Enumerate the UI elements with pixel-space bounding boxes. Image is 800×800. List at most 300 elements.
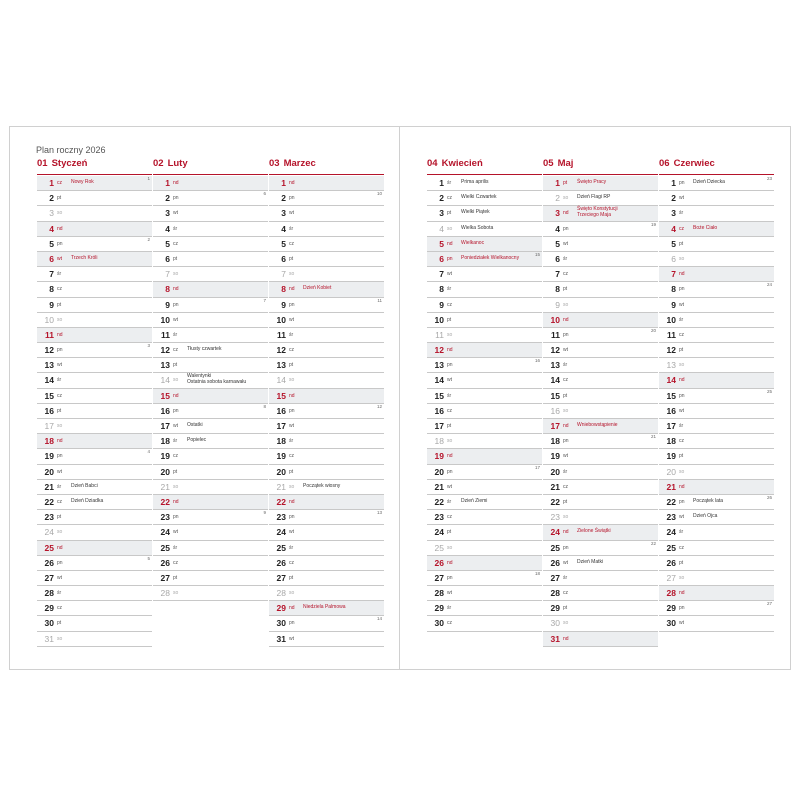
weekday-abbr: nd (447, 240, 453, 247)
day-event: Ostatki (187, 422, 203, 428)
day-row (153, 282, 268, 297)
day-row (543, 298, 658, 313)
day-number: 7 (439, 269, 444, 280)
weekday-abbr: wt (447, 483, 452, 490)
day-row (37, 373, 152, 388)
weekday-abbr: pt (679, 559, 684, 566)
day-number: 26 (434, 557, 444, 568)
weekday-abbr: so (289, 590, 295, 597)
day-row (543, 282, 658, 297)
month-header (427, 158, 542, 174)
day-number: 21 (44, 481, 54, 492)
day-number: 21 (550, 481, 560, 492)
weekday-abbr: so (563, 195, 569, 202)
day-row (427, 358, 542, 373)
day-row (427, 541, 542, 556)
day-row (153, 419, 268, 434)
day-row (153, 358, 268, 373)
weekday-abbr: nd (289, 605, 295, 612)
weekday-abbr: wt (173, 529, 178, 536)
week-number: 3 (147, 343, 150, 349)
day-row (427, 237, 542, 252)
day-number: 18 (44, 436, 54, 447)
weekday-abbr: pn (447, 574, 453, 581)
day-number: 26 (44, 557, 54, 568)
month-number: 06 (659, 158, 670, 169)
day-number: 1 (439, 178, 444, 188)
weekday-abbr: so (57, 635, 63, 642)
day-row (427, 556, 542, 571)
day-number: 18 (160, 436, 170, 447)
weekday-abbr: wt (679, 514, 684, 521)
weekday-abbr: wt (563, 453, 568, 460)
day-row (427, 449, 542, 464)
day-number: 14 (550, 375, 560, 386)
day-row (543, 616, 658, 631)
weekday-abbr: pn (289, 301, 295, 308)
day-number: 30 (434, 618, 444, 629)
day-number: 20 (434, 466, 444, 477)
day-row (543, 541, 658, 556)
weekday-abbr: cz (447, 407, 452, 414)
day-number: 27 (550, 572, 560, 583)
day-row (659, 313, 774, 328)
day-number: 1 (671, 178, 676, 188)
weekday-abbr: pt (447, 529, 452, 536)
day-row (543, 267, 658, 282)
day-number: 23 (160, 512, 170, 523)
day-row (659, 298, 774, 313)
day-event: Dzień Ojca (693, 513, 718, 520)
day-number: 26 (160, 557, 170, 568)
day-number: 17 (160, 421, 170, 431)
week-number: 4 (147, 449, 150, 455)
weekday-abbr: pn (679, 392, 685, 399)
day-row (427, 495, 542, 510)
day-row (153, 571, 268, 586)
month-header (37, 158, 152, 174)
day-number: 25 (276, 542, 286, 553)
day-number: 3 (671, 208, 676, 219)
weekday-abbr: cz (57, 498, 62, 505)
day-row (37, 404, 152, 419)
day-row (543, 495, 658, 510)
day-event: Dzień Kobiet (303, 285, 332, 292)
week-number: 27 (766, 601, 772, 607)
day-number: 2 (555, 193, 560, 204)
day-number: 27 (44, 572, 54, 583)
weekday-abbr: pt (447, 316, 452, 323)
weekday-abbr: pn (447, 255, 453, 262)
day-number: 1 (555, 178, 560, 188)
day-row (543, 632, 658, 647)
day-number: 13 (44, 360, 54, 371)
day-number: 25 (44, 542, 54, 553)
day-row (269, 601, 384, 616)
weekday-abbr: śr (173, 544, 178, 551)
weekday-abbr: nd (57, 544, 63, 551)
weekday-abbr: nd (57, 225, 63, 232)
day-number: 11 (551, 329, 560, 340)
day-row (37, 465, 152, 480)
day-number: 2 (165, 193, 170, 204)
day-row (427, 206, 542, 221)
weekday-abbr: so (447, 225, 453, 232)
weekday-abbr: pt (679, 347, 684, 354)
day-number: 9 (281, 299, 286, 310)
day-row (269, 510, 384, 525)
page-spine (399, 126, 400, 670)
weekday-abbr: nd (563, 316, 569, 323)
weekday-abbr: wt (679, 301, 684, 308)
weekday-abbr: pt (57, 514, 62, 521)
week-number: 8 (263, 403, 266, 409)
weekday-abbr: wt (289, 210, 294, 217)
day-row (659, 191, 774, 206)
weekday-abbr: nd (447, 453, 453, 460)
day-row (37, 267, 152, 282)
day-row (543, 601, 658, 616)
day-number: 1 (165, 178, 170, 188)
weekday-abbr: pt (563, 605, 568, 612)
week-number: 17 (534, 464, 540, 470)
weekday-abbr: cz (173, 347, 178, 354)
weekday-abbr: pn (173, 301, 179, 308)
day-row (37, 434, 152, 449)
day-row (543, 586, 658, 601)
day-row (269, 206, 384, 221)
weekday-abbr: nd (289, 180, 295, 186)
weekday-abbr: wt (289, 529, 294, 536)
day-number: 22 (44, 496, 54, 507)
day-row (543, 358, 658, 373)
month-number: 05 (543, 158, 554, 169)
weekday-abbr: nd (173, 180, 179, 186)
day-number: 7 (49, 269, 54, 280)
day-number: 10 (160, 314, 170, 325)
day-row (269, 525, 384, 540)
weekday-abbr: so (447, 331, 453, 338)
day-row (153, 586, 268, 601)
day-number: 28 (44, 588, 54, 599)
day-number: 4 (165, 223, 170, 234)
day-number: 23 (434, 512, 444, 523)
weekday-abbr: cz (447, 301, 452, 308)
day-row (659, 373, 774, 388)
day-row (427, 373, 542, 388)
day-number: 26 (276, 557, 286, 568)
day-row (659, 206, 774, 221)
day-row (37, 525, 152, 540)
day-row (37, 389, 152, 404)
weekday-abbr: cz (679, 225, 684, 232)
day-number: 14 (666, 375, 676, 386)
weekday-abbr: pt (563, 286, 568, 293)
day-number: 11 (45, 329, 54, 340)
day-row (659, 237, 774, 252)
day-row (659, 404, 774, 419)
weekday-abbr: pt (563, 498, 568, 505)
day-row (543, 206, 658, 221)
week-number: 26 (766, 494, 772, 500)
day-number: 28 (666, 588, 676, 599)
day-row (543, 571, 658, 586)
day-number: 21 (276, 481, 286, 492)
day-row (269, 586, 384, 601)
day-row (269, 282, 384, 297)
day-row (427, 313, 542, 328)
weekday-abbr: wt (679, 407, 684, 414)
day-row (659, 541, 774, 556)
day-row (427, 510, 542, 525)
day-number: 18 (276, 436, 286, 447)
weekday-abbr: pt (57, 195, 62, 202)
day-row (659, 525, 774, 540)
weekday-abbr: wt (289, 635, 294, 642)
day-number: 15 (666, 390, 676, 401)
weekday-abbr: pn (289, 195, 295, 202)
day-event: Nowy Rok (71, 179, 94, 185)
day-row (37, 328, 152, 343)
day-number: 18 (550, 436, 560, 447)
weekday-abbr: cz (289, 559, 294, 566)
weekday-abbr: pn (289, 514, 295, 521)
day-number: 11 (667, 329, 676, 340)
day-row (37, 586, 152, 601)
day-row (37, 358, 152, 373)
day-number: 24 (44, 527, 54, 538)
weekday-abbr: śr (447, 498, 452, 505)
day-row (659, 222, 774, 237)
day-row (659, 176, 774, 191)
weekday-abbr: pt (679, 453, 684, 460)
day-row (37, 298, 152, 313)
day-row (427, 601, 542, 616)
day-number: 30 (44, 618, 54, 629)
day-row (269, 556, 384, 571)
day-event: Prima aprilis (461, 179, 489, 185)
weekday-abbr: nd (563, 529, 569, 536)
day-number: 24 (276, 527, 286, 538)
day-number: 22 (434, 496, 444, 507)
weekday-abbr: pt (57, 301, 62, 308)
weekday-abbr: cz (57, 180, 62, 186)
weekday-abbr: śr (563, 468, 568, 475)
day-number: 24 (666, 527, 676, 538)
day-row (427, 176, 542, 191)
weekday-abbr: nd (563, 635, 569, 642)
day-number: 13 (160, 360, 170, 371)
weekday-abbr: cz (563, 271, 568, 278)
weekday-abbr: śr (679, 423, 684, 429)
day-row (427, 191, 542, 206)
day-number: 16 (550, 405, 560, 416)
day-row (427, 343, 542, 358)
day-number: 10 (434, 314, 444, 325)
weekday-abbr: śr (57, 483, 62, 490)
day-row (427, 419, 542, 434)
month-header-rule (427, 174, 542, 175)
weekday-abbr: śr (289, 544, 294, 551)
weekday-abbr: wt (289, 423, 294, 429)
month-column-january (37, 158, 152, 647)
day-number: 8 (439, 284, 444, 295)
weekday-abbr: nd (289, 286, 295, 293)
day-row (153, 267, 268, 282)
day-row (659, 252, 774, 267)
day-row (153, 449, 268, 464)
day-number: 10 (550, 314, 560, 325)
weekday-abbr: pn (173, 407, 179, 414)
month-header-rule (543, 174, 658, 175)
weekday-abbr: wt (679, 620, 684, 627)
weekday-abbr: so (173, 271, 179, 278)
weekday-abbr: nd (173, 392, 179, 399)
week-number: 19 (650, 221, 656, 227)
day-number: 16 (276, 405, 286, 416)
weekday-abbr: nd (289, 498, 295, 505)
weekday-abbr: cz (57, 605, 62, 612)
day-number: 3 (555, 208, 560, 219)
month-name: Kwiecień (441, 158, 483, 169)
day-number: 31 (44, 633, 54, 644)
weekday-abbr: cz (563, 377, 568, 384)
day-event: Popielec (187, 437, 207, 444)
day-number: 10 (666, 314, 676, 325)
day-number: 25 (160, 542, 170, 553)
day-number: 26 (550, 557, 560, 568)
day-row (543, 556, 658, 571)
weekday-abbr: wt (447, 377, 452, 384)
month-column-may (543, 158, 658, 647)
day-row (543, 404, 658, 419)
day-number: 28 (276, 588, 286, 599)
month-header-rule (269, 174, 384, 175)
day-row (153, 313, 268, 328)
weekday-abbr: śr (563, 255, 568, 262)
weekday-abbr: cz (563, 483, 568, 490)
day-number: 9 (555, 299, 560, 310)
weekday-abbr: śr (679, 529, 684, 536)
weekday-abbr: pn (57, 453, 63, 460)
day-number: 20 (550, 466, 560, 477)
day-number: 13 (550, 360, 560, 371)
weekday-abbr: cz (173, 240, 178, 247)
day-number: 3 (439, 208, 444, 219)
day-number: 9 (165, 299, 170, 310)
day-event: Zielone Świątki (577, 528, 611, 535)
day-number: 19 (666, 451, 676, 462)
day-row (37, 222, 152, 237)
weekday-abbr: pt (289, 255, 294, 262)
week-number: 14 (376, 616, 382, 622)
day-row (543, 328, 658, 343)
day-row (427, 389, 542, 404)
weekday-abbr: so (447, 438, 453, 445)
day-row (269, 541, 384, 556)
weekday-abbr: pt (447, 423, 452, 429)
day-number: 12 (550, 345, 560, 356)
day-row (269, 465, 384, 480)
day-number: 28 (550, 588, 560, 599)
day-number: 29 (434, 603, 444, 614)
weekday-abbr: wt (563, 559, 568, 566)
day-row (659, 495, 774, 510)
day-number: 8 (555, 284, 560, 295)
day-number: 5 (165, 238, 170, 249)
day-row (427, 616, 542, 631)
day-event: Początek lata (693, 497, 724, 504)
day-number: 24 (160, 527, 170, 538)
weekday-abbr: so (173, 590, 179, 597)
month-column-february (153, 158, 268, 601)
day-row (659, 601, 774, 616)
weekday-abbr: pt (173, 468, 178, 475)
day-number: 2 (49, 193, 54, 204)
day-number: 20 (276, 466, 286, 477)
day-number: 13 (434, 360, 444, 371)
day-number: 27 (160, 572, 170, 583)
day-number: 22 (550, 496, 560, 507)
weekday-abbr: nd (563, 210, 569, 217)
weekday-abbr: so (57, 423, 63, 429)
day-number: 5 (439, 238, 444, 249)
week-number: 6 (263, 191, 266, 197)
day-number: 8 (281, 284, 286, 295)
day-row (153, 191, 268, 206)
weekday-abbr: wt (57, 255, 62, 262)
day-number: 8 (165, 284, 170, 295)
day-row (427, 571, 542, 586)
day-number: 8 (671, 284, 676, 295)
day-event: Święto Pracy (577, 179, 607, 185)
week-number: 11 (377, 297, 382, 303)
day-row (269, 191, 384, 206)
weekday-abbr: wt (289, 316, 294, 323)
weekday-abbr: śr (173, 225, 178, 232)
weekday-abbr: wt (447, 271, 452, 278)
weekday-abbr: śr (679, 316, 684, 323)
week-number: 1 (147, 176, 150, 181)
day-number: 5 (49, 238, 54, 249)
day-number: 12 (44, 345, 54, 356)
day-row (37, 252, 152, 267)
day-row (543, 465, 658, 480)
day-row (153, 328, 268, 343)
day-row (269, 632, 384, 647)
day-row (269, 495, 384, 510)
day-row (659, 616, 774, 631)
day-row (427, 404, 542, 419)
day-row (269, 480, 384, 495)
day-row (543, 419, 658, 434)
weekday-abbr: pn (57, 347, 63, 354)
week-number: 20 (650, 327, 656, 333)
weekday-abbr: cz (289, 347, 294, 354)
day-number: 27 (434, 572, 444, 583)
week-number: 12 (376, 403, 382, 409)
day-row (543, 480, 658, 495)
weekday-abbr: śr (57, 271, 62, 278)
day-row (659, 358, 774, 373)
day-number: 24 (434, 527, 444, 538)
day-row (153, 480, 268, 495)
day-row (659, 282, 774, 297)
day-number: 19 (160, 451, 170, 462)
day-number: 12 (666, 345, 676, 356)
day-number: 27 (666, 572, 676, 583)
weekday-abbr: pn (563, 544, 569, 551)
